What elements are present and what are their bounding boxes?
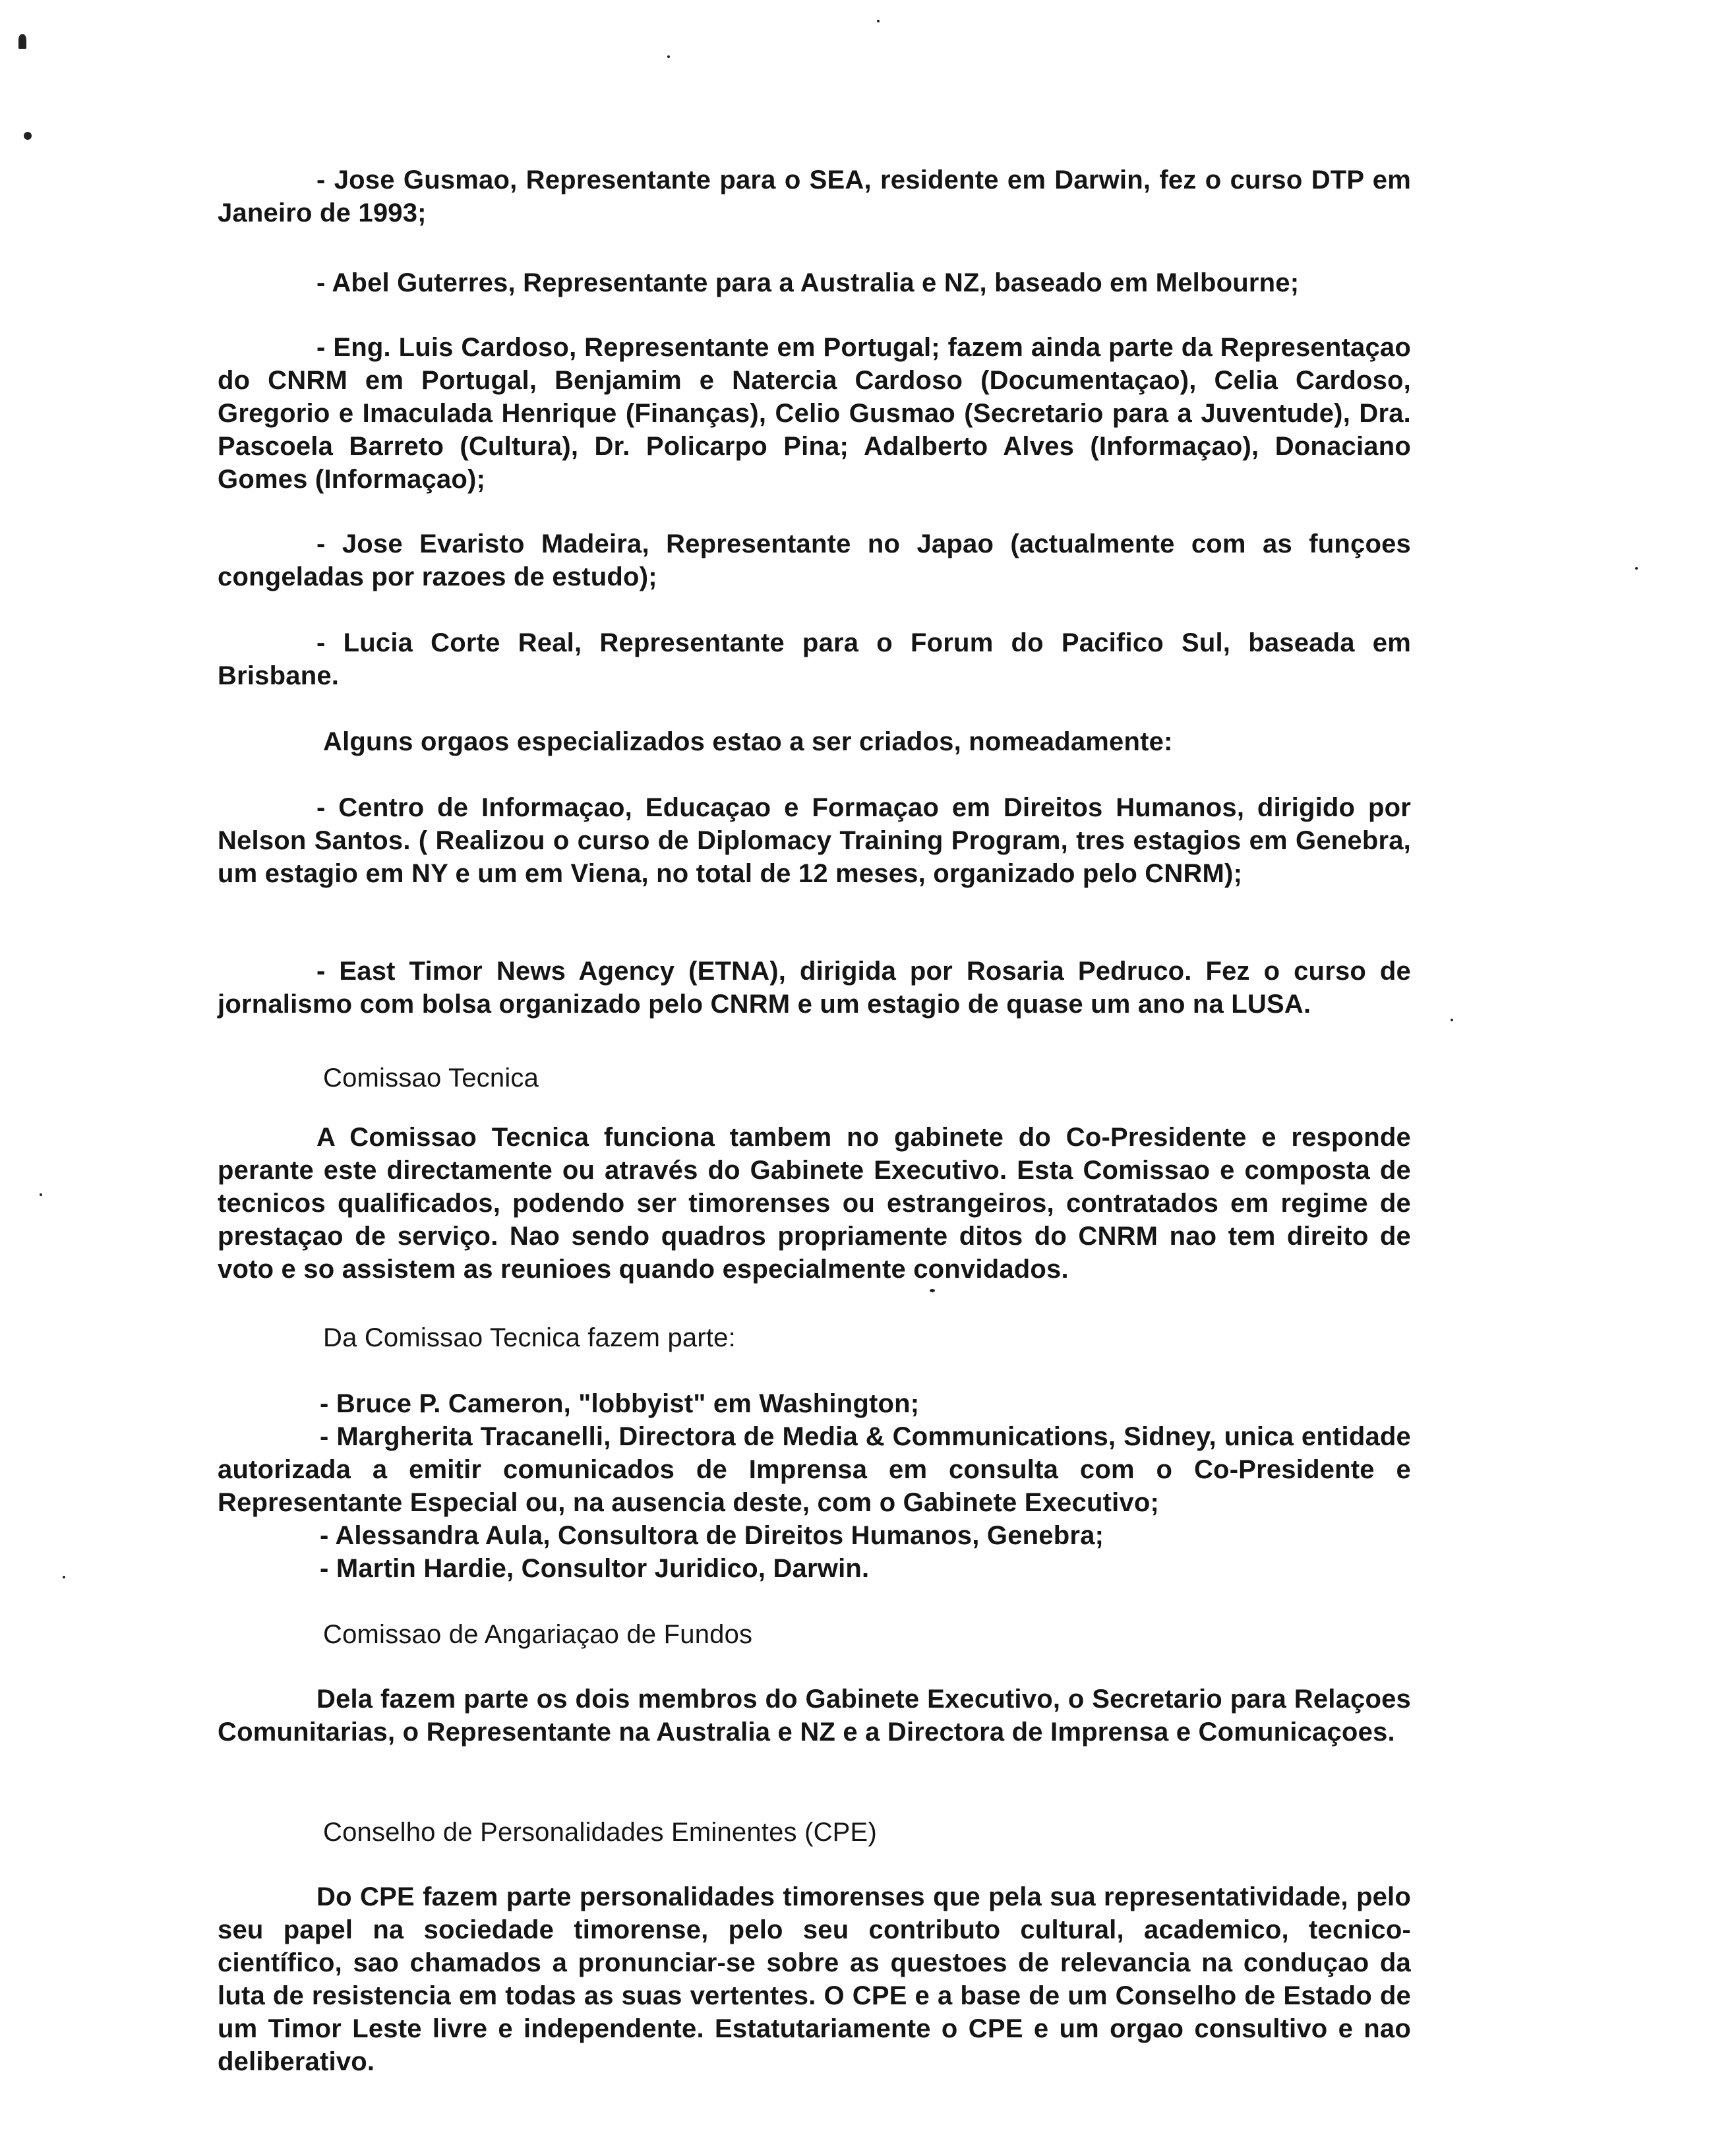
list-item-alessandra-aula: - Alessandra Aula, Consultora de Direitos Humanos, Genebra;	[320, 1521, 1104, 1550]
scan-mark	[40, 1193, 42, 1196]
section-heading-cpe: Conselho de Personalidades Eminentes (CPE)	[323, 1818, 877, 1847]
paragraph-jose-evaristo-madeira: - Jose Evaristo Madeira, Representante no Japao (actualmente com as funçoes congeladas por razoes de estudo);	[218, 529, 1411, 591]
scan-mark	[930, 1289, 935, 1292]
paragraph-jose-gusmao: - Jose Gusmao, Representante para o SEA, residente em Darwin, fez o curso DTP em Janeiro de 1993;	[218, 165, 1411, 227]
section-heading-comissao-tecnica: Comissao Tecnica	[323, 1063, 539, 1093]
scan-mark	[63, 1576, 65, 1578]
paragraph-comissao-tecnica: A Comissao Tecnica funciona tambem no gabinete do Co-Presidente e responde perante este directamente ou através do Gabinete Executivo. Esta Comissao e composta de tecnicos qualificados, podendo ser timorenses ou estrangeiros, contratados em regime de prestaçao de serviço. Nao sendo quadros propriamente ditos do CNRM nao tem direito de voto e so assistem as reunioes quando especialmente convidados.	[218, 1123, 1411, 1284]
scan-mark	[667, 55, 670, 58]
paragraph-centro-informacao: - Centro de Informaçao, Educaçao e Formaçao em Direitos Humanos, dirigido por Nelson Santos. ( Realizou o curso de Diplomacy Training Program, tres estagios em Genebra, um estagio em NY e um em Viena, no total de 12 meses, organizado pelo CNRM);	[218, 793, 1411, 888]
paragraph-orgaos-especializados: Alguns orgaos especializados estao a ser criados, nomeadamente:	[323, 727, 1173, 756]
paragraph-etna: - East Timor News Agency (ETNA), dirigida por Rosaria Pedruco. Fez o curso de jornalismo com bolsa organizado pelo CNRM e um estagio de quase um ano na LUSA.	[218, 957, 1411, 1019]
paragraph-lucia-corte-real: - Lucia Corte Real, Representante para o Forum do Pacifico Sul, baseada em Brisbane.	[218, 628, 1411, 690]
subheading-comissao-tecnica-membros: Da Comissao Tecnica fazem parte:	[323, 1323, 736, 1352]
list-item-margherita-tracanelli: - Margherita Tracanelli, Directora de Media & Communications, Sidney, unica entidade autorizada a emitir comunicados de Imprensa em consulta com o Co-Presidente e Representante Especial ou, na ausencia deste, com o Gabinete Executivo;	[218, 1422, 1411, 1517]
paragraph-cpe: Do CPE fazem parte personalidades timorenses que pela sua representatividade, pelo seu papel na sociedade timorense, pelo seu contributo cultural, academico, tecnico-científico, sao chamados a pronunciar-se sobre as questoes de relevancia na conduçao da luta de resistencia em todas as suas vertentes. O CPE e a base de um Conselho de Estado de um Timor Leste livre e independente. Estatutariamente o CPE e um orgao consultivo e nao deliberativo.	[218, 1882, 1411, 2076]
scan-mark	[877, 20, 880, 22]
section-heading-angariacao-fundos: Comissao de Angariaçao de Fundos	[323, 1620, 753, 1649]
scan-mark	[1451, 1019, 1453, 1021]
scan-mark	[18, 34, 26, 49]
list-item-bruce-cameron: - Bruce P. Cameron, "lobbyist" em Washington;	[320, 1389, 920, 1418]
paragraph-abel-guterres: - Abel Guterres, Representante para a Australia e NZ, baseado em Melbourne;	[316, 268, 1300, 297]
list-item-martin-hardie: - Martin Hardie, Consultor Juridico, Darwin.	[320, 1554, 870, 1583]
scan-mark	[1635, 567, 1638, 570]
paragraph-angariacao-fundos: Dela fazem parte os dois membros do Gabinete Executivo, o Secretario para Relaçoes Comunitarias, o Representante na Australia e NZ e a Directora de Imprensa e Comunicaçoes.	[218, 1685, 1411, 1747]
scan-mark	[24, 132, 32, 140]
paragraph-luis-cardoso: - Eng. Luis Cardoso, Representante em Portugal; fazem ainda parte da Representaçao do CNRM em Portugal, Benjamim e Natercia Cardoso (Documentaçao), Celia Cardoso, Gregorio e Imaculada Henrique (Finanças), Celio Gusmao (Secretario para a Juventude), Dra. Pascoela Barreto (Cultura), Dr. Policarpo Pina; Adalberto Alves (Informaçao), Donaciano Gomes (Informaçao);	[218, 333, 1411, 494]
